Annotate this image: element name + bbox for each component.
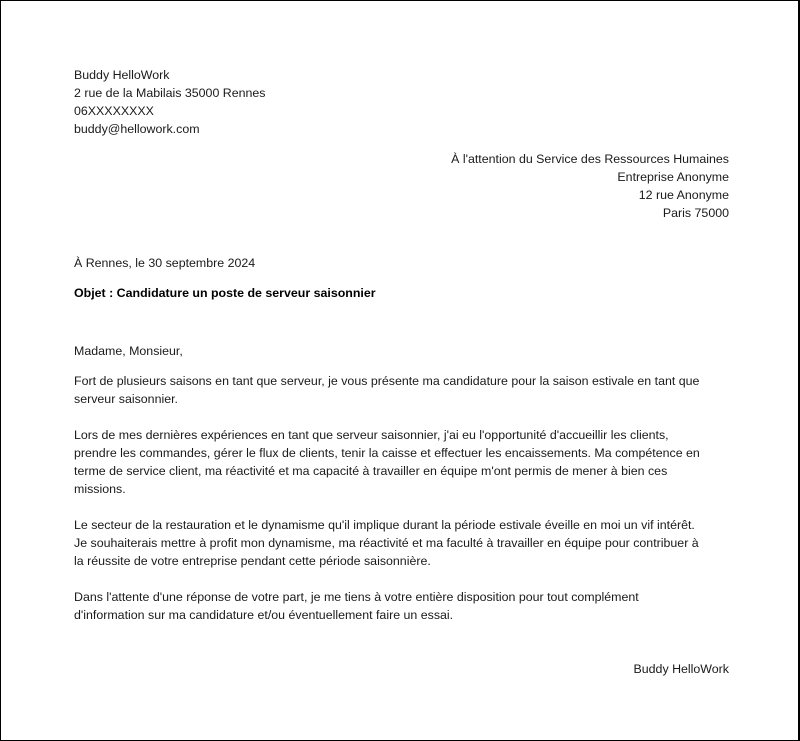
paragraph-line: Fort de plusieurs saisons en tant que serveur, je vous présente ma candidature pour la saison estivale en tant que (74, 374, 700, 388)
paragraph-1 (74, 372, 729, 408)
subject-line: Objet : Candidature un poste de serveur saisonnier (74, 286, 376, 300)
paragraph-line: d'information sur ma candidature et/ou éventuellement faire un essai. (74, 608, 454, 622)
paragraph-line: Le secteur de la restauration et le dynamisme qu'il implique durant la période estivale éveille en moi un vif intérêt. (74, 518, 695, 532)
paragraph-line: Je souhaiterais mettre à profit mon dynamisme, ma réactivité et ma faculté à travailler en équipe pour contribuer à (74, 536, 699, 550)
signature: Buddy HelloWork (633, 662, 729, 676)
recipient-company: Entreprise Anonyme (617, 170, 729, 184)
paragraph-line: Lors de mes dernières expériences en tant que serveur saisonnier, j'ai eu l'opportunité d'accueillir les clients, (74, 428, 669, 442)
paragraph-line: la réussite de votre entreprise pendant cette période saisonnière. (74, 554, 431, 568)
sender-phone: 06XXXXXXXX (74, 104, 154, 118)
sender-block (74, 66, 729, 138)
sender-email: buddy@hellowork.com (74, 122, 200, 136)
paragraph-2 (74, 426, 729, 498)
paragraph-line: prendre les commandes, gérer le flux de clients, tenir la caisse et effectuer les encaissements. Ma compétence en (74, 446, 700, 460)
date-line: À Rennes, le 30 septembre 2024 (74, 256, 256, 270)
paragraph-line: Dans l'attente d'une réponse de votre part, je me tiens à votre entière disposition pour tout complément (74, 590, 639, 604)
paragraph-line: missions. (74, 482, 126, 496)
sender-address: 2 rue de la Mabilais 35000 Rennes (74, 86, 266, 100)
paragraph-3 (74, 516, 729, 570)
sender-name: Buddy HelloWork (74, 68, 170, 82)
recipient-attention: À l'attention du Service des Ressources Humaines (451, 152, 729, 166)
salutation: Madame, Monsieur, (74, 344, 183, 358)
paragraph-4 (74, 588, 729, 624)
recipient-block (74, 150, 729, 222)
recipient-street: 12 rue Anonyme (638, 188, 729, 202)
paragraph-line: serveur saisonnier. (74, 392, 178, 406)
recipient-city: Paris 75000 (662, 206, 729, 220)
paragraph-line: terme de service client, ma réactivité et ma capacité à travailler en équipe m'ont permis de mener à bien ces (74, 464, 668, 478)
